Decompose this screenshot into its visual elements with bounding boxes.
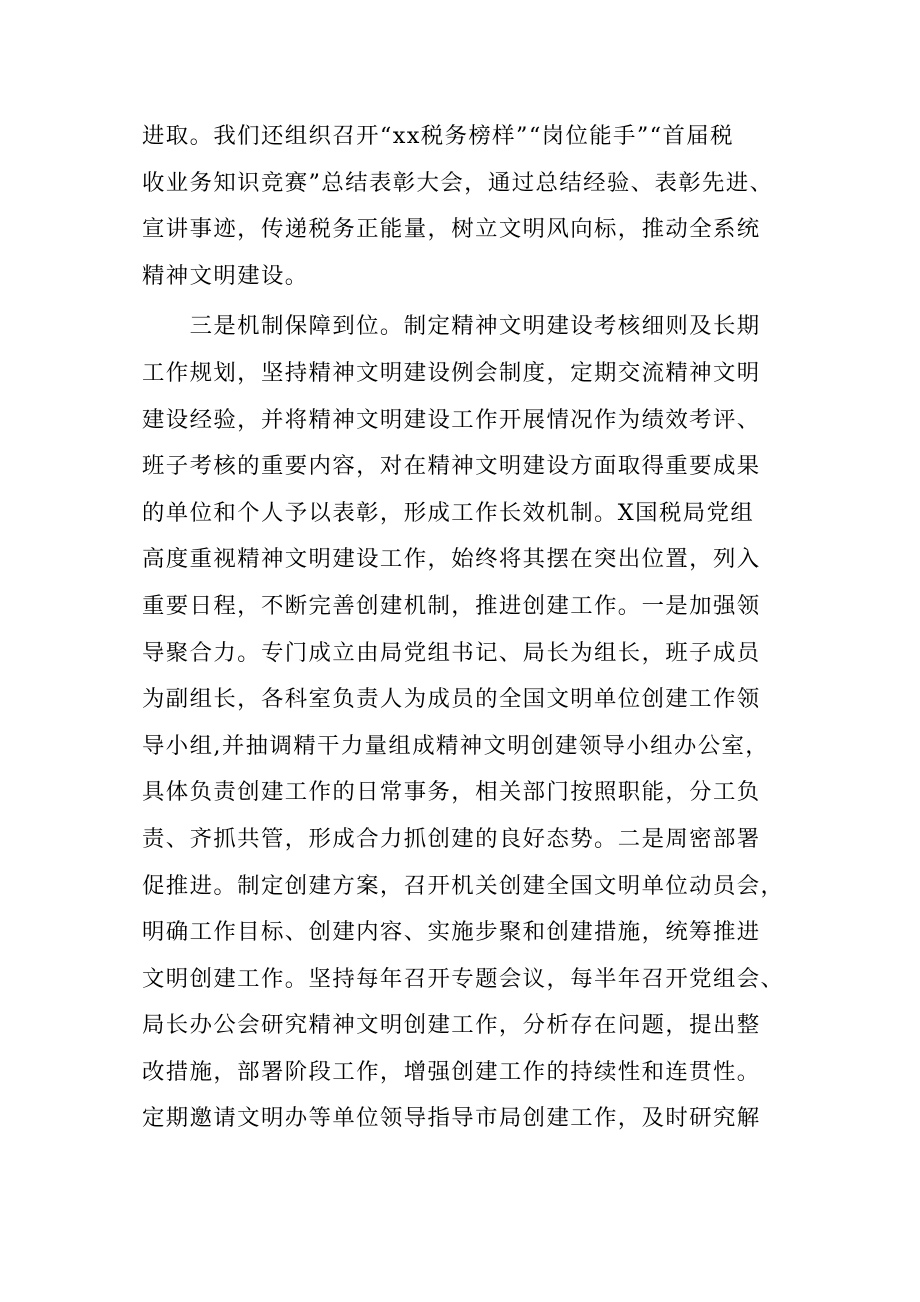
body-text: [142, 113, 785, 1142]
paragraph-start-line: 三是机制保障到位。制定精神文明建设考核细则及长期: [142, 313, 761, 340]
text-line: 进取。我们还组织召开“xx税务榜样”“岗位能手”“首届税: [142, 123, 734, 149]
text-line: 为副组长，各科室负责人为成员的全国文明单位创建工作领: [142, 686, 761, 713]
text-line: 工作规划，坚持精神文明建设例会制度，定期交流精神文明: [142, 359, 761, 386]
text-line: 文明创建工作。坚持每年召开专题会议，每半年召开党组会、: [142, 965, 785, 992]
text-line: 建设经验，并将精神文明建设工作开展情况作为绩效考评、: [142, 406, 761, 433]
text-line: 的单位和个人予以表彰，形成工作长效机制。X国税局党组: [142, 499, 755, 526]
text-line: 具体负责创建工作的日常事务，相关部门按照职能，分工负: [142, 779, 761, 806]
text-line: 责、齐抓共管，形成合力抓创建的良好态势。二是周密部署: [142, 825, 761, 852]
text-line: 宣讲事迹，传递税务正能量，树立文明风向标，推动全系统: [142, 216, 761, 243]
text-line: 高度重视精神文明建设工作，始终将其摆在突出位置，列入: [142, 546, 761, 573]
text-line: 导聚合力。专门成立由局党组书记、局长为组长，班子成员: [142, 639, 761, 666]
text-line: 改措施，部署阶段工作，增强创建工作的持续性和连贯性。: [142, 1058, 761, 1085]
text-line: 局长办公会研究精神文明创建工作，分析存在问题，提出整: [142, 1012, 761, 1039]
text-line: 促推进。制定创建方案，召开机关创建全国文明单位动员会，: [142, 872, 785, 899]
text-line: 重要日程，不断完善创建机制，推进创建工作。一是加强领: [142, 592, 761, 619]
text-line: 明确工作目标、创建内容、实施步聚和创建措施，统筹推进: [142, 919, 761, 946]
text-line: 精神文明建设。: [142, 262, 309, 289]
text-line: 收业务知识竞赛”总结表彰大会，通过总结经验、表彰先进、: [142, 169, 774, 196]
text-line: 定期邀请文明办等单位领导指导市局创建工作，及时研究解: [142, 1105, 761, 1132]
text-line: 导小组,并抽调精干力量组成精神文明创建领导小组办公室，: [142, 732, 770, 759]
text-line: 班子考核的重要内容，对在精神文明建设方面取得重要成果: [142, 453, 761, 480]
